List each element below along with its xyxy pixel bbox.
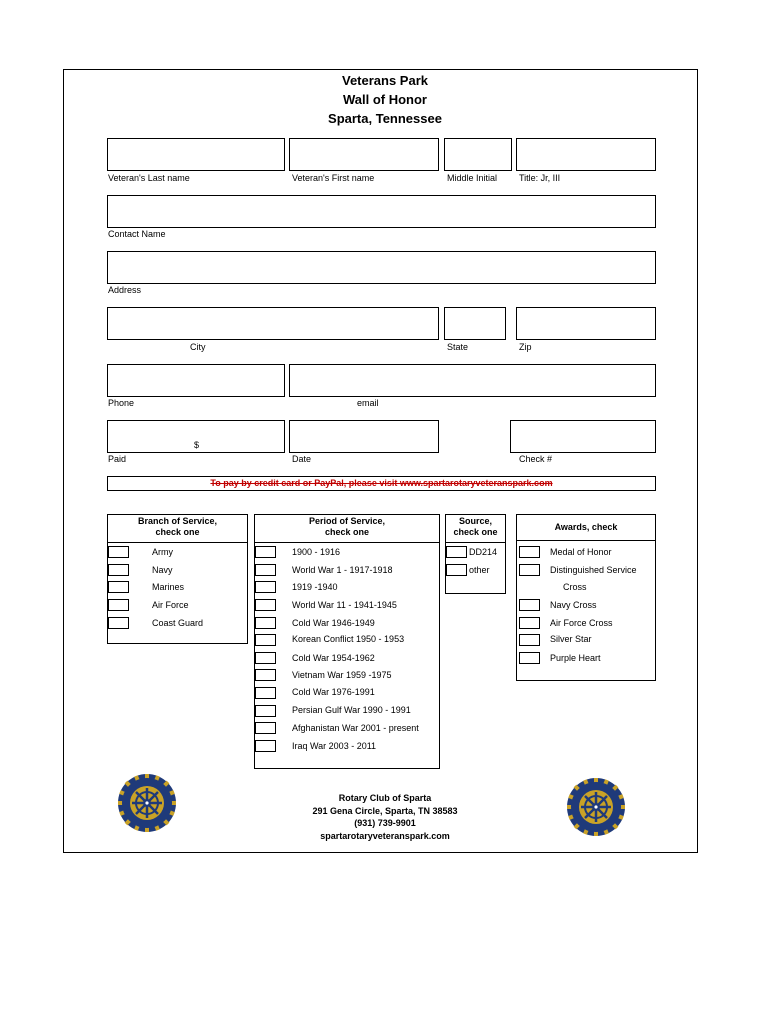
awards-heading: Awards, check (517, 515, 655, 541)
date-field[interactable] (289, 420, 439, 453)
branch-checkbox-army[interactable] (108, 546, 129, 558)
source-heading-line1: Source, (458, 516, 492, 526)
paid-field[interactable] (107, 420, 285, 453)
paid-label: Paid (108, 454, 127, 464)
period-option-vietnam: Vietnam War 1959 -1975 (292, 670, 392, 680)
period-checkbox-cold-war-1946[interactable] (255, 617, 276, 629)
source-option-other: other (469, 565, 490, 575)
footer-website-link[interactable]: spartarotaryveteranspark.com (320, 831, 450, 841)
check-number-field[interactable] (510, 420, 656, 453)
award-option-medal-of-honor: Medal of Honor (550, 547, 612, 557)
branch-heading-line1: Branch of Service, (137, 516, 218, 526)
form-title-line2: Wall of Honor (342, 92, 427, 107)
branch-heading-line2: check one (155, 527, 200, 537)
period-option-ww1: World War 1 - 1917-1918 (292, 565, 393, 575)
branch-option-marines: Marines (152, 582, 185, 592)
source-checkbox-other[interactable] (446, 564, 467, 576)
award-option-navy-cross: Navy Cross (550, 600, 597, 610)
period-option-ww2: World War 11 - 1941-1945 (292, 600, 397, 610)
city-field[interactable] (107, 307, 439, 340)
branch-checkbox-navy[interactable] (108, 564, 129, 576)
period-checkbox-ww1[interactable] (255, 564, 276, 576)
period-option-cold-war-1954: Cold War 1954-1962 (292, 653, 375, 663)
check-number-label: Check # (519, 454, 553, 464)
contact-name-field[interactable] (107, 195, 656, 228)
award-checkbox-silver-star[interactable] (519, 634, 540, 646)
first-name-label: Veteran's First name (292, 173, 375, 183)
branch-option-navy: Navy (152, 565, 173, 575)
period-checkbox-iraq[interactable] (255, 740, 276, 752)
state-field[interactable] (444, 307, 506, 340)
period-option-iraq: Iraq War 2003 - 2011 (292, 741, 377, 751)
last-name-field[interactable] (107, 138, 285, 171)
title-label: Title: Jr, III (519, 173, 561, 183)
award-checkbox-navy-cross[interactable] (519, 599, 540, 611)
period-heading (255, 515, 439, 543)
source-checkbox-dd214[interactable] (446, 546, 467, 558)
middle-initial-label: Middle Initial (447, 173, 498, 183)
period-checkbox-1919[interactable] (255, 581, 276, 593)
address-field[interactable] (107, 251, 656, 284)
footer-address: 291 Gena Circle, Sparta, TN 38583 (312, 806, 458, 816)
form-title-line1: Veterans Park (341, 73, 428, 88)
source-heading (446, 515, 505, 543)
period-checkbox-korea[interactable] (255, 634, 276, 646)
award-option-silver-star: Silver Star (550, 634, 592, 644)
period-checkbox-1900[interactable] (255, 546, 276, 558)
phone-field[interactable] (107, 364, 285, 397)
branch-checkbox-air-force[interactable] (108, 599, 129, 611)
period-heading-line1: Period of Service, (308, 516, 386, 526)
form-title-line3: Sparta, Tennessee (328, 111, 442, 126)
zip-label: Zip (519, 342, 532, 352)
title-field[interactable] (516, 138, 656, 171)
email-label: email (357, 398, 379, 408)
period-checkbox-ww2[interactable] (255, 599, 276, 611)
footer-org: Rotary Club of Sparta (338, 793, 432, 803)
city-label: City (190, 342, 206, 352)
period-checkbox-vietnam[interactable] (255, 669, 276, 681)
award-option-purple-heart: Purple Heart (550, 653, 601, 663)
period-checkbox-gulf[interactable] (255, 705, 276, 717)
period-option-korea: Korean Conflict 1950 - 1953 (292, 634, 405, 644)
zip-field[interactable] (516, 307, 656, 340)
contact-name-label: Contact Name (108, 229, 166, 239)
award-checkbox-air-force-cross[interactable] (519, 617, 540, 629)
payment-banner-link[interactable]: To pay by credit card or PayPal, please visit www.spartarotaryveteranspark.com (107, 476, 656, 491)
date-label: Date (292, 454, 312, 464)
phone-label: Phone (108, 398, 135, 408)
period-checkbox-afghanistan[interactable] (255, 722, 276, 734)
last-name-label: Veteran's Last name (108, 173, 190, 183)
source-heading-line2: check one (453, 527, 498, 537)
footer-phone: (931) 739-9901 (354, 818, 416, 828)
address-label: Address (108, 285, 142, 295)
award-checkbox-medal-of-honor[interactable] (519, 546, 540, 558)
award-option-distinguished-service-cont: Cross (563, 582, 587, 592)
branch-checkbox-marines[interactable] (108, 581, 129, 593)
email-field[interactable] (289, 364, 656, 397)
branch-option-air-force: Air Force (152, 600, 189, 610)
middle-initial-field[interactable] (444, 138, 512, 171)
branch-option-coast-guard: Coast Guard (152, 618, 204, 628)
branch-option-army: Army (152, 547, 173, 557)
period-option-cold-war-1976: Cold War 1976-1991 (292, 687, 375, 697)
period-option-afghanistan: Afghanistan War 2001 - present (292, 723, 419, 733)
period-option-1900: 1900 - 1916 (292, 547, 341, 557)
period-checkbox-cold-war-1954[interactable] (255, 652, 276, 664)
state-label: State (447, 342, 469, 352)
period-option-cold-war-1946: Cold War 1946-1949 (292, 618, 375, 628)
period-option-1919: 1919 -1940 (292, 582, 338, 592)
branch-checkbox-coast-guard[interactable] (108, 617, 129, 629)
award-option-air-force-cross: Air Force Cross (550, 618, 613, 628)
period-heading-line2: check one (324, 527, 370, 537)
branch-heading (108, 515, 247, 543)
period-checkbox-cold-war-1976[interactable] (255, 687, 276, 699)
award-checkbox-distinguished-service[interactable] (519, 564, 540, 576)
first-name-field[interactable] (289, 138, 439, 171)
period-option-gulf: Persian Gulf War 1990 - 1991 (292, 705, 411, 715)
award-checkbox-purple-heart[interactable] (519, 652, 540, 664)
award-option-distinguished-service: Distinguished Service (550, 565, 637, 575)
paid-dollar-sign: $ (194, 440, 200, 450)
source-option-dd214: DD214 (469, 547, 498, 557)
